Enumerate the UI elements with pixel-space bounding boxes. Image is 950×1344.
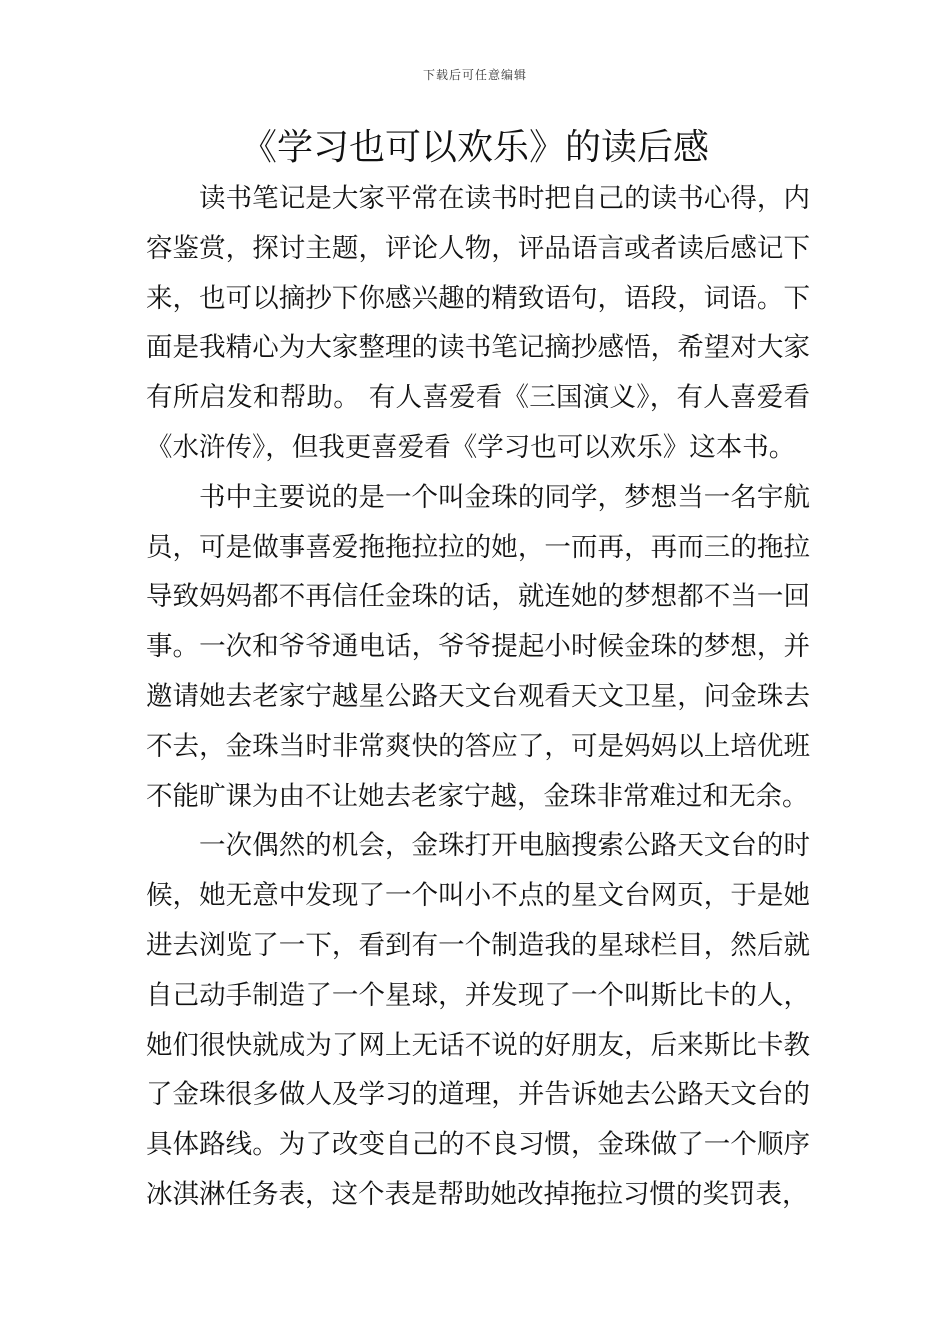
document-title: 《学习也可以欢乐》的读后感 — [240, 127, 709, 168]
paragraph: 书中主要说的是一个叫金珠的同学，梦想当一名宇航员，可是做事喜爱拖拖拉拉的她，一而再，再而三的拖拉导致妈妈都不再信任金珠的话，就连她的梦想都不当一回事。一次和爷爷通电话，爷爷提起小时候金珠的梦想，并邀请她去老家宁越星公路天文台观看天文卫星，问金珠去不去，金珠当时非常爽快的答应了，可是妈妈以上培优班不能旷课为由不让她去老家宁越，金珠非常难过和无余。 — [146, 481, 810, 812]
paragraph: 读书笔记是大家平常在读书时把自己的读书心得，内容鉴赏，探讨主题，评论人物，评品语言或者读后感记下来，也可以摘抄下你感兴趣的精致语句，语段，词语。下面是我精心为大家整理的读书笔记摘抄感悟，希望对大家有所启发和帮助。 有人喜爱看《三国演义》，有人喜爱看《水浒传》，但我更喜爱看《学习也可以欢乐》这本书。 — [146, 183, 810, 463]
document-body — [146, 174, 810, 1220]
paragraph: 一次偶然的机会，金珠打开电脑搜索公路天文台的时候，她无意中发现了一个叫小不点的星文台网页，于是她进去浏览了一下，看到有一个制造我的星球栏目，然后就自己动手制造了一个星球，并发现了一个叫斯比卡的人，她们很快就成为了网上无话不说的好朋友，后来斯比卡教了金珠很多做人及学习的道理，并告诉她去公路天文台的具体路线。为了改变自己的不良习惯，金珠做了一个顺序冰淇淋任务表，这个表是帮助她改掉拖拉习惯的奖罚表， — [146, 830, 810, 1210]
header-note: 下载后可任意编辑 — [422, 68, 527, 82]
